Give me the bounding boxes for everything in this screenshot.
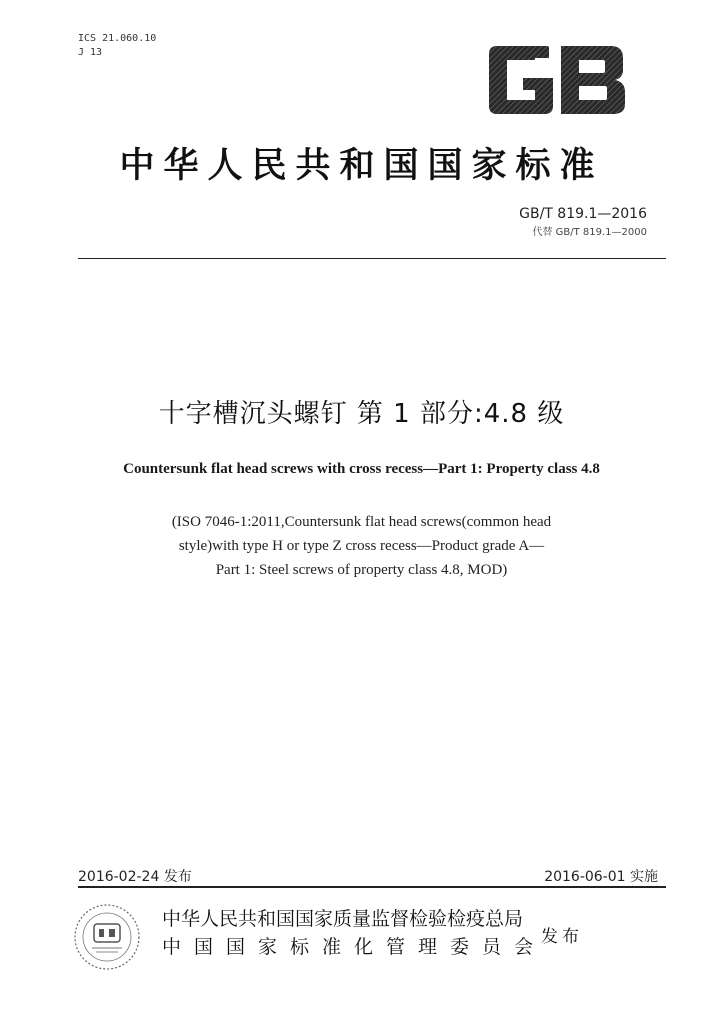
gb-logo (487, 44, 627, 116)
iso-reference-line: (ISO 7046-1:2011,Countersunk flat head screws(common head (171, 514, 552, 530)
standard-category-title: 中华人民共和国国家标准 (119, 145, 604, 186)
ccs-code: J 13 (78, 47, 103, 58)
replaces-standard: 代替 GB/T 819.1—2000 (532, 227, 647, 238)
issuer-aqsiq: 中华人民共和国国家质量监督检验检疫总局 (162, 908, 524, 930)
issuer-seal-icon (72, 902, 142, 972)
issuing-authorities (162, 905, 546, 961)
standard-code-block (519, 206, 647, 238)
footer-divider (78, 886, 666, 888)
standard-number: GB/T 819.1—2016 (519, 206, 647, 222)
document-title-zh: 十字槽沉头螺钉 第 1 部分:4.8 级 (158, 399, 565, 429)
issuer-sac: 中国国家标准化管理委员会 (162, 936, 547, 958)
header-divider (78, 258, 666, 259)
publish-label: 发布 (541, 927, 583, 947)
iso-reference-line: style)with type H or type Z cross recess—Product grade A— (178, 538, 545, 554)
issue-date: 2016-02-24 发布 (78, 869, 192, 885)
document-title-en: Countersunk flat head screws with cross recess—Part 1: Property class 4.8 (123, 461, 600, 477)
implementation-date: 2016-06-01 实施 (544, 869, 658, 885)
classification-codes (78, 32, 156, 60)
iso-reference-line: Part 1: Steel screws of property class 4.8, MOD) (215, 562, 508, 578)
ics-code: ICS 21.060.10 (78, 33, 157, 44)
iso-reference (110, 510, 613, 582)
